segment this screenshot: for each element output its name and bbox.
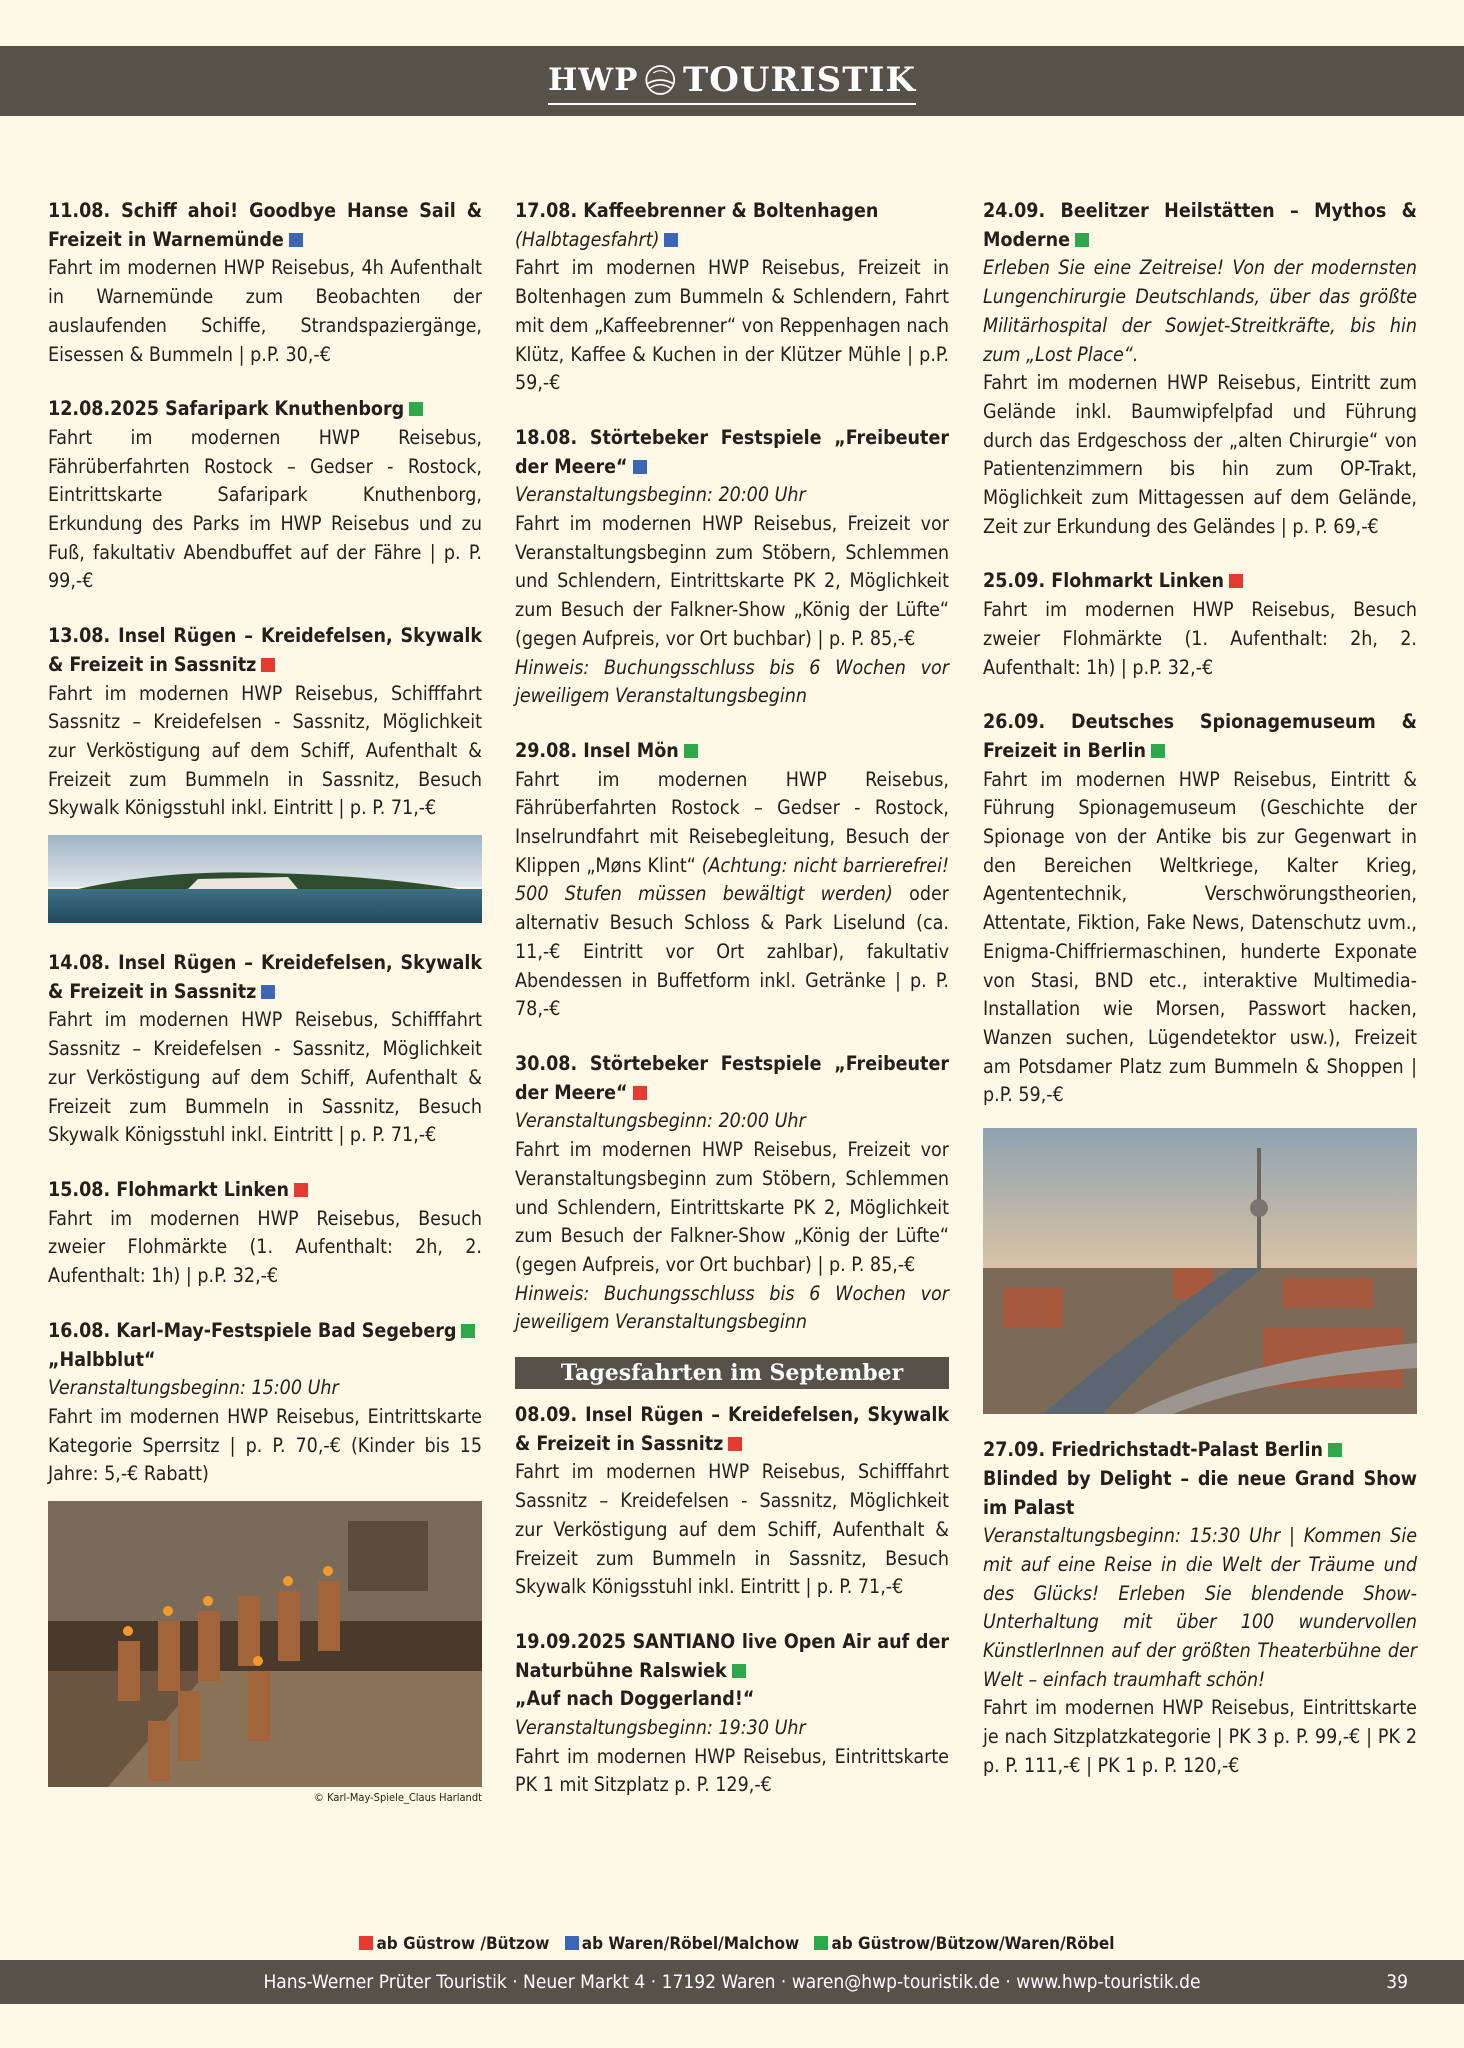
green-square-icon — [461, 1324, 475, 1338]
trip-subtitle: (Halbtagesfahrt) — [515, 227, 660, 251]
trip-entry — [515, 737, 949, 1024]
trip-description: Fahrt im modernen HWP Reisebus, Eintrittskarte PK 1 mit Sitzplatz p. P. 129,-€ — [515, 1744, 949, 1797]
berlin-skyline-photo — [983, 1128, 1417, 1414]
trip-title: 11.08. Schiff ahoi! Goodbye Hanse Sail & Freizeit in Warnemünde — [48, 199, 482, 251]
trip-title: 19.09.2025 SANTIANO live Open Air auf der Naturbühne Ralswiek — [515, 1629, 949, 1682]
trip-title: 24.09. Beelitzer Heilstätten – Mythos & Moderne — [983, 199, 1417, 251]
trip-title: 16.08. Karl-May-Festspiele Bad Segeberg — [48, 1318, 457, 1342]
trip-title: 14.08. Insel Rügen – Kreidefelsen, Skywalk & Freizeit in Sassnitz — [48, 951, 482, 1003]
column-3 — [983, 197, 1417, 1807]
green-square-icon — [1151, 744, 1165, 758]
photo-credit: © Karl-May-Spiele_Claus Harlandt — [314, 1791, 482, 1805]
trip-entry — [48, 622, 482, 823]
trip-title: 15.08. Flohmarkt Linken — [48, 1177, 289, 1201]
green-square-icon — [1328, 1443, 1342, 1457]
sun-road-icon — [644, 54, 677, 106]
trip-entry — [983, 567, 1417, 682]
event-start-note: Veranstaltungsbeginn: 20:00 Uhr — [515, 483, 806, 507]
trip-subtitle: Blinded by Delight – die neue Grand Show im Palast — [983, 1466, 1417, 1519]
trip-description: Fahrt im modernen HWP Reisebus, Schifffahrt Sassnitz – Kreidefelsen - Sassnitz, Möglichkeit zur Verköstigung auf dem Schiff, Aufenthalt & Freizeit zum Bummeln in Sassnitz, Besuch Skywalk Königsstuhl inkl. Eintritt | p. P. 71,-€ — [48, 681, 482, 820]
trip-entry — [48, 197, 482, 369]
trip-description: Fahrt im modernen HWP Reisebus, Schifffahrt Sassnitz – Kreidefelsen - Sassnitz, Möglichkeit zur Verköstigung auf dem Schiff, Aufenthalt & Freizeit zum Bummeln in Sassnitz, Besuch Skywalk Königsstuhl inkl. Eintritt | p. P. 71,-€ — [515, 1460, 949, 1599]
trip-description: Fahrt im modernen HWP Reisebus, Schifffahrt Sassnitz – Kreidefelsen - Sassnitz, Möglichkeit zur Verköstigung auf dem Schiff, Aufenthalt & Freizeit zum Bummeln in Sassnitz, Besuch Skywalk Königsstuhl inkl. Eintritt | p. P. 71,-€ — [48, 1008, 482, 1147]
trip-entry — [515, 1628, 949, 1800]
green-square-icon — [684, 744, 698, 758]
accessibility-warning: (Achtung: nicht barrierefrei! 500 Stufen müssen bewältigt werden) — [515, 853, 949, 906]
karl-may-festival-photo — [48, 1501, 482, 1787]
description-part: oder alternativ Besuch Schloss & Park Liselund (ca. 11,-€ Eintritt vor Ort zahlbar), fakultativ Abendessen in Buffetform inkl. Getränke | p. P. 78,-€ — [515, 882, 949, 1021]
trip-description: Fahrt im modernen HWP Reisebus, Eintrittskarte je nach Sitzplatzkategorie | PK 3 p. P. 99,-€ | PK 2 p. P. 111,-€ | PK 1 p. P. 120,-€ — [983, 1696, 1417, 1777]
red-square-icon — [633, 1086, 647, 1100]
trip-description: Fahrt im modernen HWP Reisebus, Freizeit vor Veranstaltungsbeginn zum Stöbern, Schlemmen und Schlendern, Eintrittskarte PK 2, Möglichkeit zum Besuch der Falkner-Show „König der Lüfte“ (gegen Aufpreis, vor Ort buchbar) | p. P. 85,-€ — [515, 512, 949, 650]
trip-entry — [983, 708, 1417, 1110]
description-part: Fahrt im modernen HWP Reisebus, Fährüberfahrten Rostock – Gedser - Rostock, Inselrundfahrt mit Reisebegleitung, Besuch der Klippen „Møns Klint“ — [515, 767, 949, 877]
event-start-note: Veranstaltungsbeginn: 19:30 Uhr — [515, 1716, 806, 1740]
red-square-icon — [1229, 574, 1243, 588]
trip-title: 17.08. Kaffeebrenner & Boltenhagen — [515, 199, 879, 222]
event-start-note: Veranstaltungsbeginn: 20:00 Uhr — [515, 1109, 806, 1133]
trip-description: Fahrt im modernen HWP Reisebus, 4h Aufenthalt in Warnemünde zum Beobachten der auslaufenden Schiffe, Strandspaziergänge, Eisessen & Bummeln | p.P. 30,-€ — [48, 256, 482, 366]
trip-entry — [48, 949, 482, 1150]
booking-hint: Hinweis: Buchungsschluss bis 6 Wochen vor jeweiligem Veranstaltungsbeginn — [515, 1281, 949, 1334]
trip-entry — [983, 197, 1417, 541]
trip-description: Fahrt im modernen HWP Reisebus, Eintritt zum Gelände inkl. Baumwipfelpfad und Führung durch das Erdgeschoss der „alten Chirurgie“ von Patientenzimmern bis hin zum OP-Trakt, Möglichkeit zum Mittagessen auf dem Gelände, Zeit zur Erkundung des Geländes | p. P. 69,-€ — [983, 371, 1417, 538]
page-header — [0, 46, 1464, 116]
trip-description: Fahrt im modernen HWP Reisebus, Freizeit in Boltenhagen zum Bummeln & Schlendern, Fahrt mit dem „Kaffeebrenner“ von Reppenhagen nach Klütz, Kaffee & Kuchen in der Klützer Mühle | p.P. 59,-€ — [515, 256, 949, 395]
blue-square-icon — [633, 460, 647, 474]
red-square-icon — [728, 1437, 742, 1451]
trip-title: 26.09. Deutsches Spionagemuseum & Freizeit in Berlin — [983, 710, 1417, 762]
logo-right-word: TOURISTIK — [682, 60, 916, 100]
red-square-icon — [261, 658, 275, 672]
trip-description: Fahrt im modernen HWP Reisebus, Freizeit vor Veranstaltungsbeginn zum Stöbern, Schlemmen und Schlendern, Eintrittskarte PK 2, Möglichkeit zum Besuch der Falkner-Show „König der Lüfte“ (gegen Aufpreis, vor Ort buchbar) | p. P. 85,-€ — [515, 1138, 949, 1276]
trip-intro: Erleben Sie eine Zeitreise! Von der modernsten Lungenchirurgie Deutschlands, über das größte Militärhospital der Sowjet-Streitkräfte, bis hin zum „Lost Place“. — [983, 256, 1417, 366]
trip-title: 12.08.2025 Safaripark Knuthenborg — [48, 397, 405, 421]
company-address: Hans-Werner Prüter Touristik · Neuer Markt 4 · 17192 Waren · waren@hwp-touristik.de · www.hwp-touristik.de — [263, 1971, 1201, 1993]
trip-title: 30.08. Störtebeker Festspiele „Freibeuter der Meere“ — [515, 1051, 949, 1104]
trip-subtitle: „Halbblut“ — [48, 1347, 156, 1371]
blue-square-icon — [565, 1936, 579, 1950]
green-square-icon — [814, 1936, 828, 1950]
trip-title: 13.08. Insel Rügen – Kreidefelsen, Skywalk & Freizeit in Sassnitz — [48, 624, 482, 676]
trip-description: Fahrt im modernen HWP Reisebus, Eintritt & Führung Spionagemuseum (Geschichte der Spionage von der Antike bis zur Gegenwart in den Bereichen Weltkriege, Kalter Krieg, Agententechnik, Verschwörungstheorien, Attentate, Fiktion, Fake News, Datenschutz uvm., Enigma-Chiffriermaschinen, hunderte Exponate von Stasi, BND etc., interaktive Multimedia-Installation wie Morsen, Passwort hacken, Wanzen suchen, Lügendetektor usw.), Freizeit am Potsdamer Platz zum Bummeln & Shoppen | p.P. 59,-€ — [983, 767, 1417, 1107]
logo-left-word: HWP — [548, 62, 639, 98]
event-start-note: Veranstaltungsbeginn: 15:30 Uhr | Kommen Sie mit auf eine Reise in die Welt der Träume und des Glücks! Erleben Sie blendende Show-Unterhaltung mit über 100 wundervollen KünstlerInnen auf der größten Theaterbühne der Welt – einfach traumhaft schön! — [983, 1524, 1417, 1691]
legend-red-label: ab Güstrow /Bützow — [376, 1934, 550, 1954]
column-1 — [48, 197, 482, 1805]
ruegen-cliffs-photo — [48, 835, 482, 923]
blue-square-icon — [289, 233, 303, 247]
green-square-icon — [409, 402, 423, 416]
trip-title: 27.09. Friedrichstadt-Palast Berlin — [983, 1438, 1323, 1462]
trip-entry — [515, 424, 949, 711]
trip-title: 18.08. Störtebeker Festspiele „Freibeuter der Meere“ — [515, 425, 949, 478]
trip-entry — [48, 1317, 482, 1489]
trip-entry — [515, 197, 949, 398]
green-square-icon — [1075, 233, 1089, 247]
column-2 — [515, 197, 949, 1826]
green-square-icon — [732, 1664, 746, 1678]
blue-square-icon — [664, 233, 678, 247]
legend-green-label: ab Güstrow/Bützow/Waren/Röbel — [831, 1934, 1115, 1954]
blue-square-icon — [261, 985, 275, 999]
trip-description — [515, 766, 949, 1024]
trip-description: Fahrt im modernen HWP Reisebus, Eintrittskarte Kategorie Sperrsitz | p. P. 70,-€ (Kinder bis 15 Jahre: 5,-€ Rabatt) — [48, 1404, 482, 1486]
trip-title: 08.09. Insel Rügen – Kreidefelsen, Skywalk & Freizeit in Sassnitz — [515, 1403, 949, 1455]
trip-title: 29.08. Insel Mön — [515, 738, 679, 762]
logo-underline — [548, 103, 916, 105]
trip-entry — [515, 1050, 949, 1337]
trip-description: Fahrt im modernen HWP Reisebus, Fährüberfahrten Rostock – Gedser - Rostock, Eintrittskarte Safaripark Knuthenborg, Erkundung des Parks im HWP Reisebus und zu Fuß, fakultativ Abendbuffet auf der Fähre | p. P. 99,-€ — [48, 425, 482, 593]
trip-description: Fahrt im modernen HWP Reisebus, Besuch zweier Flohmärkte (1. Aufenthalt: 2h, 2. Aufenthalt: 1h) | p.P. 32,-€ — [48, 1206, 482, 1288]
trip-title: 25.09. Flohmarkt Linken — [983, 569, 1224, 593]
trip-description: Fahrt im modernen HWP Reisebus, Besuch zweier Flohmärkte (1. Aufenthalt: 2h, 2. Aufenthalt: 1h) | p.P. 32,-€ — [983, 598, 1417, 679]
trip-entry — [48, 395, 482, 596]
red-square-icon — [294, 1183, 308, 1197]
page-footer — [0, 1960, 1464, 2004]
trip-entry — [515, 1401, 949, 1602]
red-square-icon — [359, 1936, 373, 1950]
legend-blue-label: ab Waren/Röbel/Malchow — [581, 1934, 800, 1954]
trip-subtitle: „Auf nach Doggerland!“ — [515, 1687, 755, 1711]
event-start-note: Veranstaltungsbeginn: 15:00 Uhr — [48, 1376, 339, 1400]
trip-entry — [983, 1436, 1417, 1780]
section-heading-september: Tagesfahrten im September — [515, 1357, 949, 1389]
departure-legend — [0, 1933, 1464, 1955]
page-number: 39 — [1386, 1971, 1408, 1993]
trip-entry — [48, 1176, 482, 1291]
booking-hint: Hinweis: Buchungsschluss bis 6 Wochen vor jeweiligem Veranstaltungsbeginn — [515, 655, 949, 708]
hwp-touristik-logo — [548, 52, 916, 108]
